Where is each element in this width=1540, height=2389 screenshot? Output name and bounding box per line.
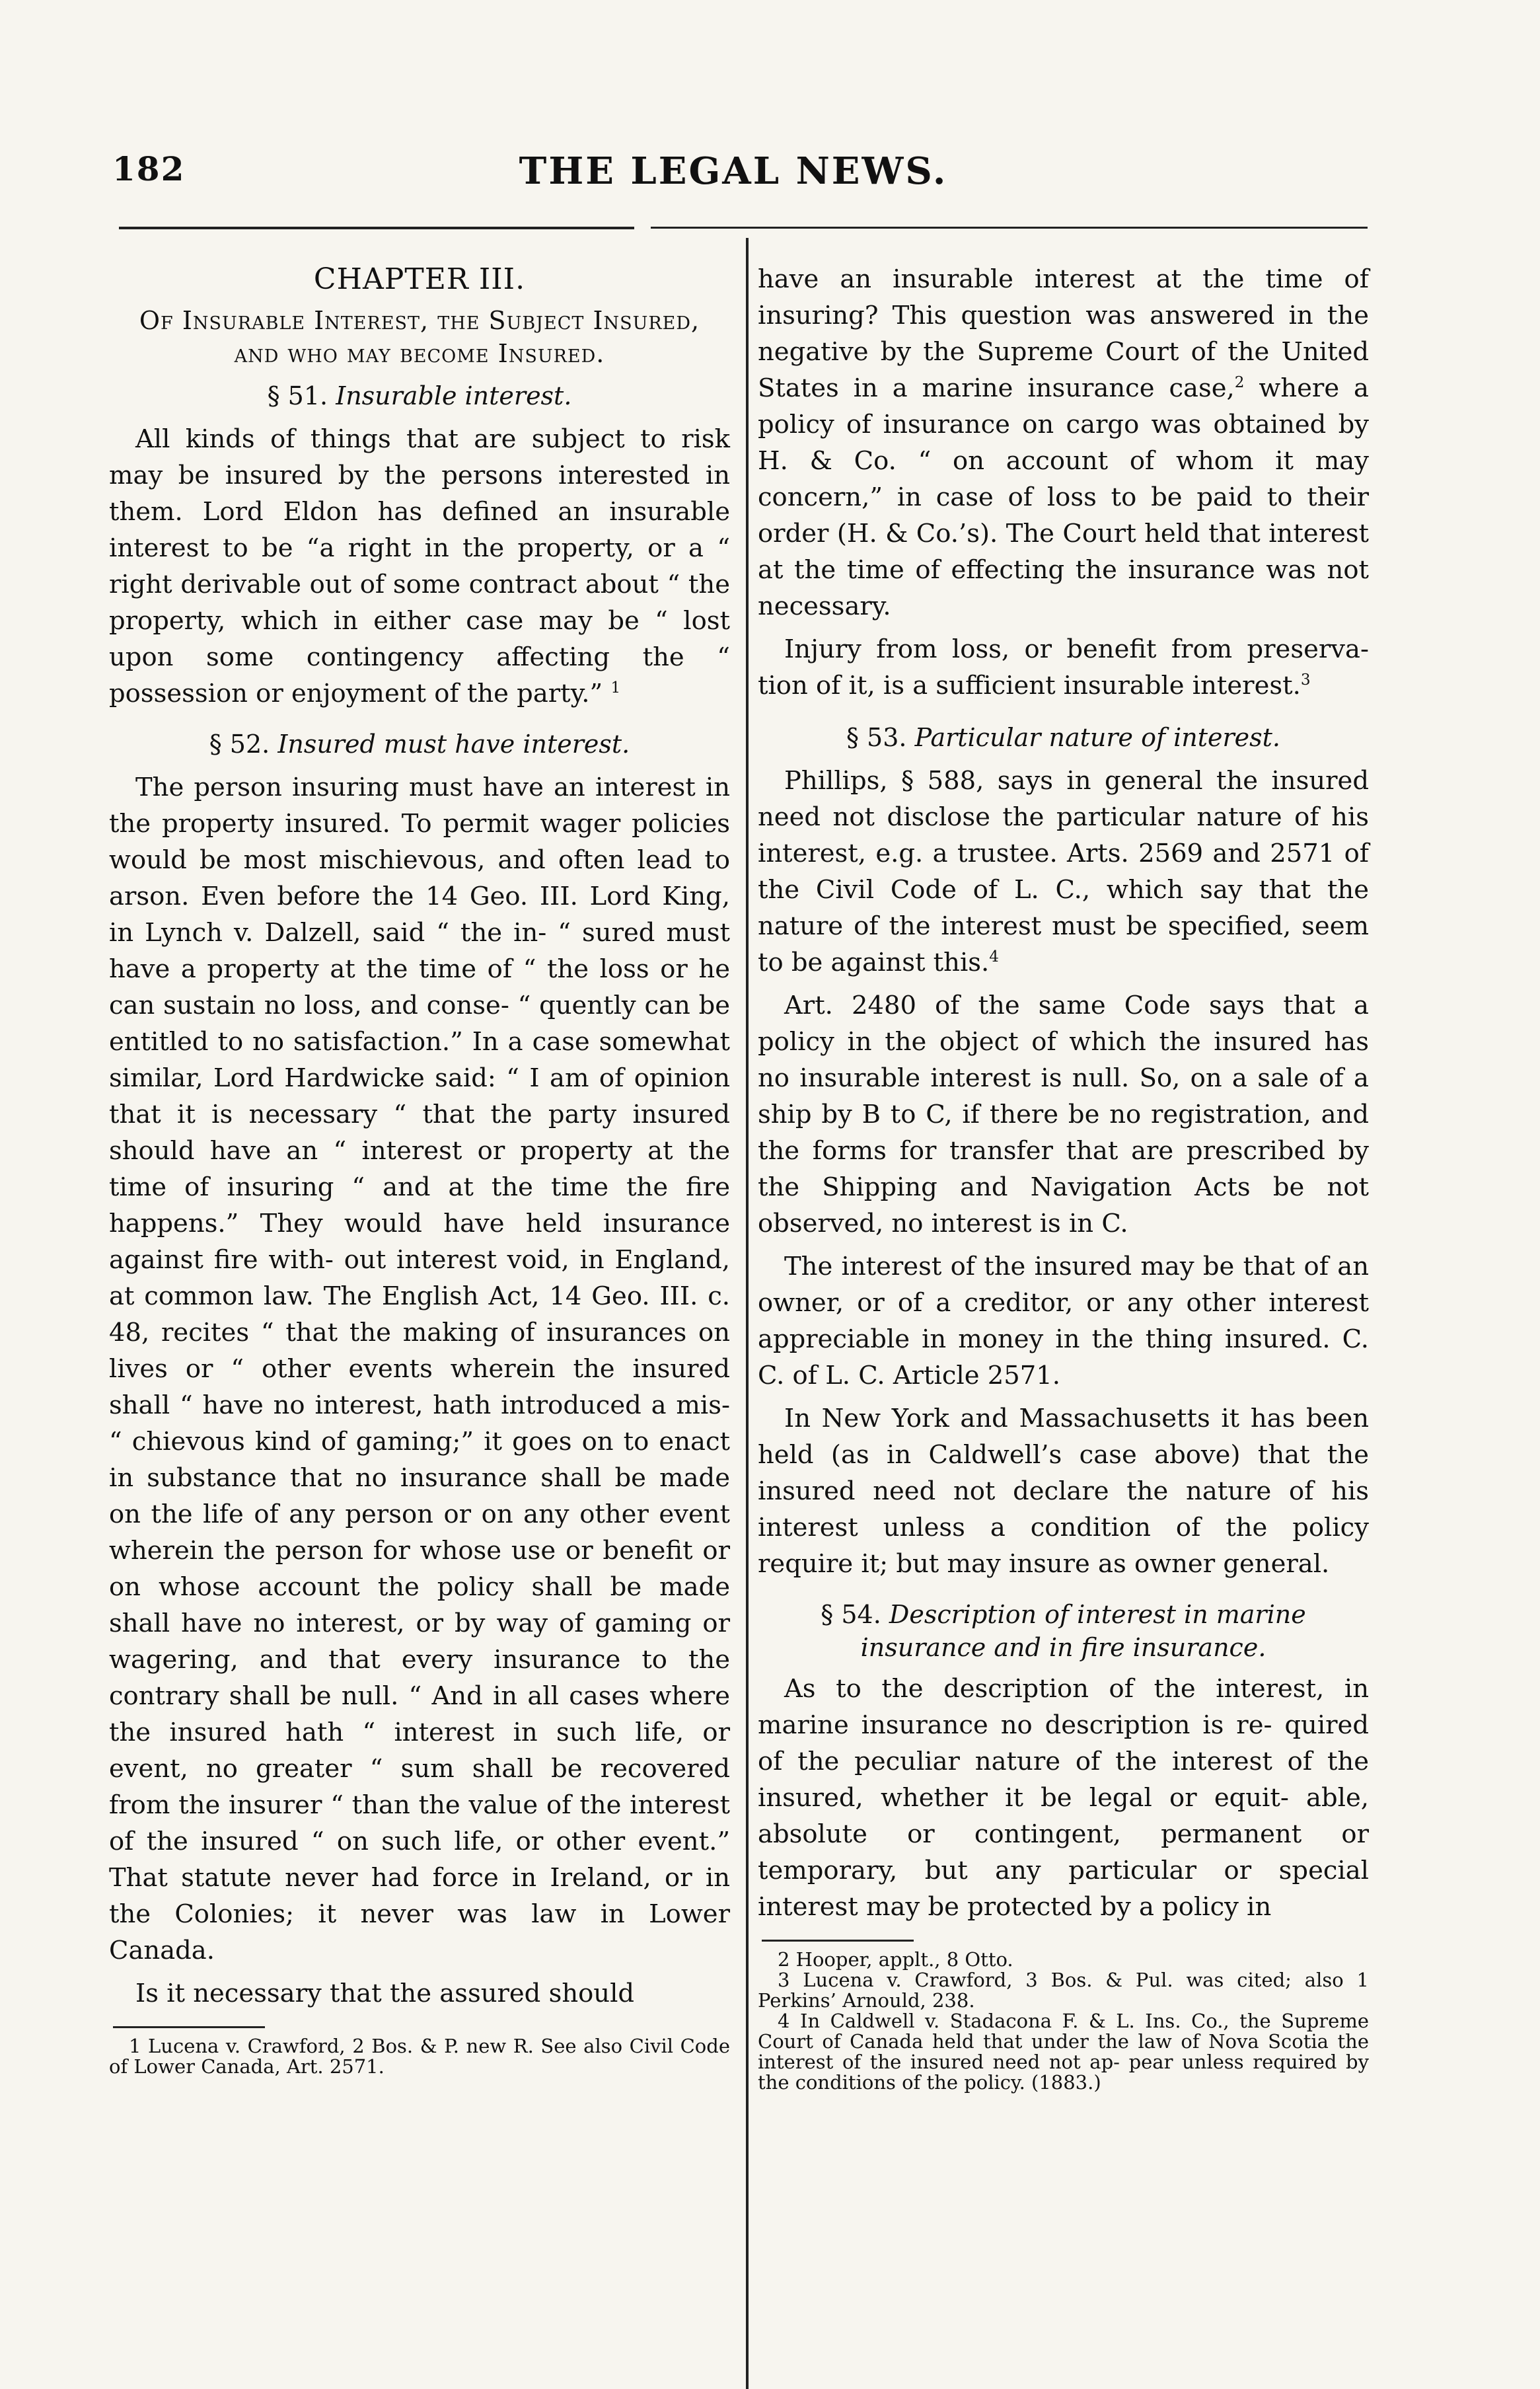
chapter-subtitle — [109, 304, 730, 370]
paragraph-supreme-court-text: have an insurable interest at the time of insuring? This question was answered in the negative by the Supreme Court of the United States in a marine insurance case, — [758, 264, 1369, 403]
paragraph-insurable-interest-text: All kinds of things that are subject to risk may be insured by the persons interested in them. Lord Eldon has defined an insurable interest to be “a right in the property, or a “ right derivable out of some contract about “ the property, which in either case may be “ lost upon some contingency affecting the “ possession or enjoyment of the party.” — [109, 424, 730, 708]
chapter-title: CHAPTER III. — [313, 262, 526, 296]
paragraph-phillips-text: Phillips, § 588, says in general the insured need not disclose the particular nature of his interest, e.g. a trustee. Arts. 2569 and 2571 of the Civil Code of L. C., which say that the nature of the interest must be specified, seem to be against this. — [758, 766, 1369, 977]
header-rule-left — [119, 227, 634, 229]
footnote-ref-3: 3 — [1300, 671, 1311, 689]
column-divider — [746, 238, 749, 2389]
section-53-title: Particular nature of interest. — [914, 723, 1281, 752]
paragraph-assured-question: Is it necessary that the assured should — [135, 1979, 635, 2008]
right-column — [758, 261, 1369, 2093]
paragraph-insurable-interest — [109, 421, 730, 712]
section-51-title: Insurable interest. — [336, 381, 572, 410]
section-51-heading — [109, 378, 730, 414]
header-rule-right — [651, 227, 1368, 229]
section-53-heading — [758, 720, 1369, 756]
section-54-number: § 54. — [821, 1600, 881, 1629]
footnote-rule-left — [113, 2026, 265, 2028]
paragraph-art-2480: Art. 2480 of the same Code says that a policy in the object of which the insured has no insurable interest is null. So, on a sale of a ship by B to C, if there be no registration, and the forms for transfer that are prescribed by the Shipping and Navigation Acts be not observed, no interest is in C. — [758, 991, 1369, 1238]
section-54-title: Description of interest in marine insurance and in fire insurance. — [860, 1600, 1306, 1662]
footnote-rule-right — [762, 1940, 914, 1942]
footnote-3: 3 Lucena v. Crawford, 3 Bos. & Pul. was cited; also 1 Perkins’ Arnould, 238. — [758, 1969, 1369, 2012]
paragraph-supreme-court-cont: where a policy of insurance on cargo was obtained by H. & Co. “ on account of whom it may concern,” in case of loss to be paid to their order (H. & Co.’s). The Court held that interest at the time of effecting the insurance was not necessary. — [758, 373, 1370, 621]
section-52-title: Insured must have interest. — [277, 730, 630, 759]
footnote-4: 4 In Caldwell v. Stadacona F. & L. Ins. Co., the Supreme Court of Canada held that under the law of Nova Scotia the interest of the insured need not ap- pear unless required by the conditions of the policy. (1883.) — [758, 2010, 1369, 2094]
footnote-ref-4: 4 — [989, 948, 999, 966]
journal-title: THE LEGAL NEWS. — [519, 149, 948, 193]
section-54-heading — [758, 1598, 1369, 1664]
page-header — [106, 145, 1361, 205]
section-53-number: § 53. — [846, 723, 907, 752]
paragraph-supreme-court — [758, 261, 1369, 625]
paragraph-must-have-interest: The person insuring must have an interest in the property insured. To permit wager policies would be most mischievous, and often lead to arson. Even before the 14 Geo. III. Lord King, in Lynch v. Dalzell, said “ the in- “ sured must have a property at the time of “ the loss or he can sustain no loss, and conse- “ quently can be entitled to no satisfaction.” In a case somewhat similar, Lord Hardwicke said: “ I am of opinion that it is necessary “ that the party insured should have an “ interest or property at the time of insuring “ and at the time the fire happens.” They would have held insurance against fire with- out interest void, in England, at common law. The English Act, 14 Geo. III. c. 48, recites “ that the making of insurances on lives or “ other events wherein the insured shall “ have no interest, hath introduced a mis- “ chievous kind of gaming;” it goes on to enact in substance that no insurance shall be made on the life of any person or on any other event wherein the person for whose use or benefit or on whose account the policy shall be made shall have no interest, or by way of gaming or wagering, and that every insurance to the contrary shall be null. “ And in all cases where the insured hath “ interest in such life, or event, no greater “ sum shall be recovered from the insurer “ than the value of the interest of the insured “ on such life, or other event.” That statute never had force in Ireland, or in the Colonies; it never was law in Lower Canada. — [109, 773, 730, 1965]
paragraph-phillips — [758, 763, 1369, 981]
footnote-ref-2: 2 — [1234, 374, 1245, 392]
page-number: 182 — [112, 149, 186, 188]
footnote-ref-1: 1 — [610, 679, 621, 697]
paragraph-injury-from-loss — [758, 631, 1369, 704]
paragraph-new-york: In New York and Massachusetts it has been held (as in Caldwell’s case above) that the insured need not declare the nature of his interest unless a condition of the policy require it; but may insure as owner general. — [758, 1404, 1369, 1579]
paragraph-interest-owner: The interest of the insured may be that of an owner, or of a creditor, or any other interest appreciable in money in the thing insured. C. C. of L. C. Article 2571. — [758, 1252, 1369, 1390]
footnote-2: 2 Hooper, applt., 8 Otto. — [778, 1948, 1013, 1971]
section-52-heading — [109, 726, 730, 763]
section-51-number: § 51. — [267, 381, 328, 410]
chapter-subtitle-line-2: and who may become Insured. — [234, 339, 605, 368]
paragraph-injury-text: Injury from loss, or benefit from preserva- tion of it, is a sufficient insurable interest. — [758, 634, 1369, 701]
footnote-1: 1 Lucena v. Crawford, 2 Bos. & P. new R. See also Civil Code of Lower Canada, Art. 2571. — [109, 2035, 730, 2078]
section-52-number: § 52. — [209, 730, 270, 759]
paragraph-description: As to the description of the interest, in marine insurance no description is re- quired of the peculiar nature of the interest of the insured, whether it be legal or equit- able, absolute or contingent, permanent or temporary, but any particular or special interest may be protected by a policy in — [758, 1674, 1369, 1922]
left-column — [109, 261, 730, 2077]
chapter-subtitle-line-1: Of Insurable Interest, the Subject Insured, — [139, 306, 700, 335]
